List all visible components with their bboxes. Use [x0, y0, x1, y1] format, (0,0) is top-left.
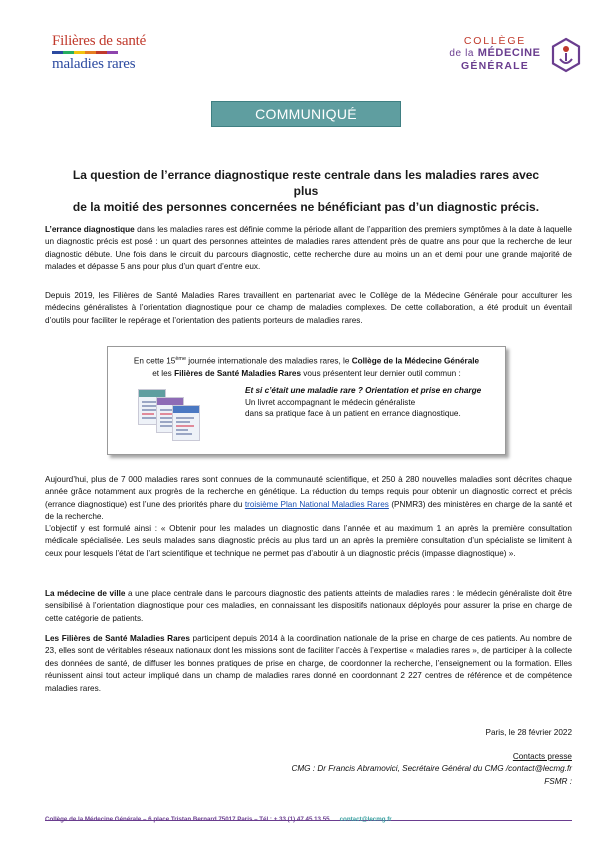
logo-left-line2: maladies rares: [52, 56, 136, 72]
paragraph-filieres-text: participent depuis 2014 à la coordination nationale de la prise en charge de ces patients. Au nombre de 23, elles sont de véritables réseaux nationaux dont les missions sont de faciliter l’accès à l’expertise « maladies rares », de participer à la collecte des données de santé, de diffuser les bonnes pratiques de prise en charge, de coordonner la recherche, l’enseignement ou la formation. Elles réunissent ainsi tout acteur impliqué dans un champ de maladies rares donné en coordonnant 2 227 centres de référence et de compétence maladies rares.: [45, 634, 572, 693]
livret-intro: [108, 353, 505, 380]
intro-text-a: En cette 15: [133, 356, 176, 366]
logo-stripe: [52, 51, 118, 54]
intro-fsmr: Filières de Santé Maladies Rares: [174, 368, 302, 378]
paragraph-filieres-bold: Les Filières de Santé Maladies Rares: [45, 634, 190, 643]
paragraph-objectif: L’objectif y est formulé ainsi : « Obtenir pour les malades un diagnostic dans l’année et au maximum 1 an après la première consultation médicale spécialisée. Les seuls malades sans diagnostic précis au plus tard un an après la première consultation d’un spécialiste se limitent à ceux pour lesquels l’état de l’art scientifique et technique ne permet pas d’aboutir à un diagnostic précis (impasse diagnostique) ».: [45, 524, 572, 558]
paragraph-medecine-ville-bold: La médecine de ville: [45, 589, 126, 598]
cmg-logo-line3: GÉNÉRALE: [461, 60, 529, 72]
cmg-logo-text: [446, 35, 544, 72]
livret-page-3: [172, 405, 200, 441]
intro-text-b: journée internationale des maladies rares, le: [186, 356, 352, 366]
paragraph-medecine-ville-text: a une place centrale dans le parcours diagnostic des patients atteints de maladies rares : le médecin généraliste doit être sensibilisé à l’orientation diagnostique pour ces maladies, en connaissant les dispositifs nationaux déployés pour assurer la prise en charge de cette catégorie de patients.: [45, 589, 572, 623]
livret-title: Et si c’était une maladie rare ? Orientation et prise en charge: [245, 386, 482, 395]
paragraph-aujourdhui-text2: (PNMR3) des ministères en charge de la santé et de la recherche.: [45, 499, 573, 522]
filieres-sante-logo: [52, 33, 162, 72]
cmg-logo-line2: [446, 47, 544, 60]
paragraph-partenariat: Depuis 2019, les Filières de Santé Maladies Rares travaillent en partenariat avec le Collège de la Médecine Générale pour acculturer les médecins généralistes à l’orientation diagnostique pour ce champ de maladies complexes. De cette collaboration, a été produit un éventail d’outils pour faciliter le repérage et l’orientation des patients porteurs de maladies rares.: [45, 291, 572, 325]
livret-box: [107, 346, 506, 455]
headline-line1: La question de l’errance diagnostique reste centrale dans les maladies rares avec plus: [72, 168, 540, 198]
intro-text-d: vous présentent leur dernier outil commun :: [301, 368, 461, 378]
footer-email[interactable]: contact@lecmg.fr: [339, 816, 392, 823]
communique-banner: COMMUNIQUÉ: [211, 101, 401, 127]
contact-cmg: CMG : Dr Francis Abramovici, Secrétaire Général du CMG /contact@lecmg.fr: [291, 764, 572, 773]
pnmr3-link[interactable]: troisième Plan National Maladies Rares: [244, 499, 389, 509]
footer: [45, 816, 392, 823]
headline: [60, 167, 552, 215]
place-date: Paris, le 28 février 2022: [485, 728, 572, 737]
intro-cmg: Collège de la Médecine Générale: [351, 356, 480, 366]
livret-description: [245, 385, 495, 420]
cmg-logo-prefix: de la: [449, 48, 475, 59]
paragraph-errance-bold: L’errance diagnostique: [45, 225, 135, 234]
livret-thumbnails: [138, 383, 198, 445]
contacts-title: Contacts presse: [512, 752, 572, 761]
cmg-logo-line1: COLLÈGE: [463, 35, 527, 47]
intro-text-c: et les: [152, 368, 175, 378]
contact-fsmr: FSMR :: [544, 777, 572, 786]
paragraph-filieres: [45, 633, 572, 695]
livret-line3: dans sa pratique face à un patient en errance diagnostique.: [245, 409, 461, 418]
intro-sup: ème: [175, 356, 187, 362]
cmg-logo: [446, 35, 586, 85]
logo-left-line1: Filières de santé: [52, 33, 147, 49]
footer-address: Collège de la Médecine Générale – 6 place Tristan Bernard 75017 Paris – Tél : + 33 (1) 47 45 13 55: [45, 816, 330, 823]
paragraph-aujourdhui: [45, 474, 572, 524]
paragraph-errance-text: dans les maladies rares est définie comme la période allant de l’apparition des premiers symptômes à la date à laquelle un diagnostic précis est posé : un quart des personnes atteintes de maladies rares attendent près de quatre ans pour que la recherche de leur diagnostic débute. Une fois dans le circuit du parcours diagnostic, cette recherche dure au moins un an et demi pour une grande majorité de malades et dépasse 5 ans pour plus d’un quart d’entre eux.: [45, 225, 572, 272]
cmg-hexagon-icon: [550, 37, 582, 73]
paragraph-aujourdhui-text1: Aujourd’hui, plus de 7 000 maladies rares sont connues de la communauté scientifique, et 250 à 280 nouvelles maladies sont décrites chaque année grâce notamment aux progrès de la recherche en génétique. La réduction du temps requis pour obtenir un diagnostic correct et précis (errance diagnostique) est l’une des priorités phare du: [45, 475, 572, 509]
paragraph-medecine-ville: [45, 588, 572, 625]
headline-line2: de la moitié des personnes concernées ne bénéficiant pas d’un diagnostic précis.: [72, 200, 540, 214]
cmg-logo-medecine: MÉDECINE: [477, 47, 541, 59]
livret-line2: Un livret accompagnant le médecin généraliste: [245, 397, 416, 407]
paragraph-errance: [45, 224, 572, 274]
